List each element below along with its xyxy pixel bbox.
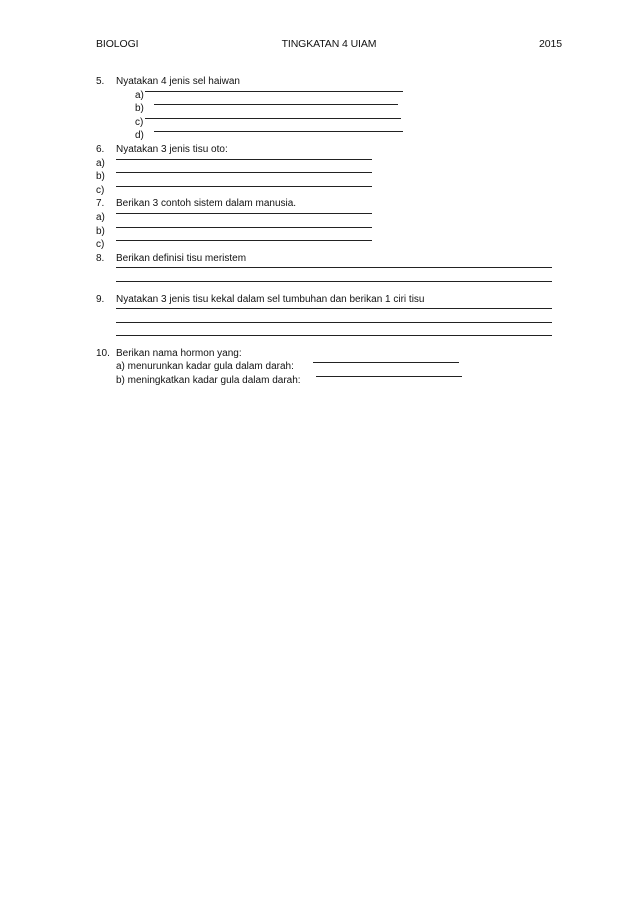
answer-label: a) xyxy=(96,211,105,223)
question-text: Berikan 3 contoh sistem dalam manusia. xyxy=(116,198,297,210)
question-number: 10. xyxy=(96,347,110,359)
question-7 xyxy=(96,197,562,211)
answer-line-9-3[interactable] xyxy=(96,333,562,347)
answer-label: c) xyxy=(96,184,105,196)
answer-label: b) meningkatkan kadar gula dalam darah: xyxy=(116,375,301,387)
answer-line-6b[interactable] xyxy=(96,170,562,184)
answer-line-6a[interactable] xyxy=(96,157,562,171)
header-year: 2015 xyxy=(539,38,562,50)
answer-blank[interactable] xyxy=(116,213,372,214)
answer-blank[interactable] xyxy=(145,118,401,119)
question-10 xyxy=(96,347,562,361)
answer-line-10a[interactable] xyxy=(96,360,562,374)
answer-blank[interactable] xyxy=(154,131,403,132)
answer-blank[interactable] xyxy=(313,362,459,363)
answer-blank[interactable] xyxy=(116,240,372,241)
question-text: Berikan nama hormon yang: xyxy=(116,347,242,359)
answer-blank[interactable] xyxy=(116,308,552,309)
answer-blank[interactable] xyxy=(154,104,398,105)
answer-blank[interactable] xyxy=(116,186,372,187)
question-text: Nyatakan 3 jenis tisu kekal dalam sel tumbuhan dan berikan 1 ciri tisu xyxy=(116,293,425,305)
answer-label: a) xyxy=(96,157,105,169)
answer-line-10b[interactable] xyxy=(96,374,562,388)
question-6 xyxy=(96,143,562,157)
answer-line-7c[interactable] xyxy=(96,238,562,252)
answer-label: a) xyxy=(135,89,144,101)
answer-label: b) xyxy=(96,171,105,183)
question-5 xyxy=(96,75,562,89)
answer-blank[interactable] xyxy=(116,159,372,160)
question-text: Nyatakan 4 jenis sel haiwan xyxy=(116,76,240,87)
answer-blank[interactable] xyxy=(116,322,552,323)
question-9 xyxy=(96,293,562,307)
answer-label: c) xyxy=(135,116,144,128)
answer-label: d) xyxy=(135,130,144,142)
question-number: 8. xyxy=(96,252,105,264)
answer-blank[interactable] xyxy=(116,227,372,228)
answer-line-9-2[interactable] xyxy=(96,320,562,334)
answer-label: c) xyxy=(96,239,105,251)
answer-line-9-1[interactable] xyxy=(96,306,562,320)
answer-blank[interactable] xyxy=(116,281,552,282)
answer-line-5d[interactable] xyxy=(96,129,562,143)
answer-blank[interactable] xyxy=(116,172,372,173)
question-number: 9. xyxy=(96,293,105,305)
answer-label: b) xyxy=(135,103,144,115)
header-subject: BIOLOGI xyxy=(96,38,139,50)
answer-line-8-2[interactable] xyxy=(96,279,562,293)
answer-line-5b[interactable] xyxy=(96,102,562,116)
answer-line-7b[interactable] xyxy=(96,225,562,239)
question-number: 7. xyxy=(96,198,105,210)
page-header xyxy=(96,38,562,52)
answer-blank[interactable] xyxy=(116,335,552,336)
answer-line-7a[interactable] xyxy=(96,211,562,225)
question-list xyxy=(96,75,562,388)
answer-line-5c[interactable] xyxy=(96,116,562,130)
header-title: TINGKATAN 4 UIAM xyxy=(281,38,377,50)
answer-label: a) menurunkan kadar gula dalam darah: xyxy=(116,361,294,373)
question-text: Nyatakan 3 jenis tisu oto: xyxy=(116,143,228,155)
answer-line-8-1[interactable] xyxy=(96,265,562,279)
question-8 xyxy=(96,252,562,266)
answer-blank[interactable] xyxy=(316,376,462,377)
answer-line-5a[interactable] xyxy=(96,89,562,103)
question-number: 5. xyxy=(96,76,105,87)
answer-blank[interactable] xyxy=(116,267,552,268)
answer-line-6c[interactable] xyxy=(96,184,562,198)
answer-label: b) xyxy=(96,225,105,237)
question-text: Berikan definisi tisu meristem xyxy=(116,252,247,264)
answer-blank[interactable] xyxy=(145,91,403,92)
question-number: 6. xyxy=(96,143,105,155)
